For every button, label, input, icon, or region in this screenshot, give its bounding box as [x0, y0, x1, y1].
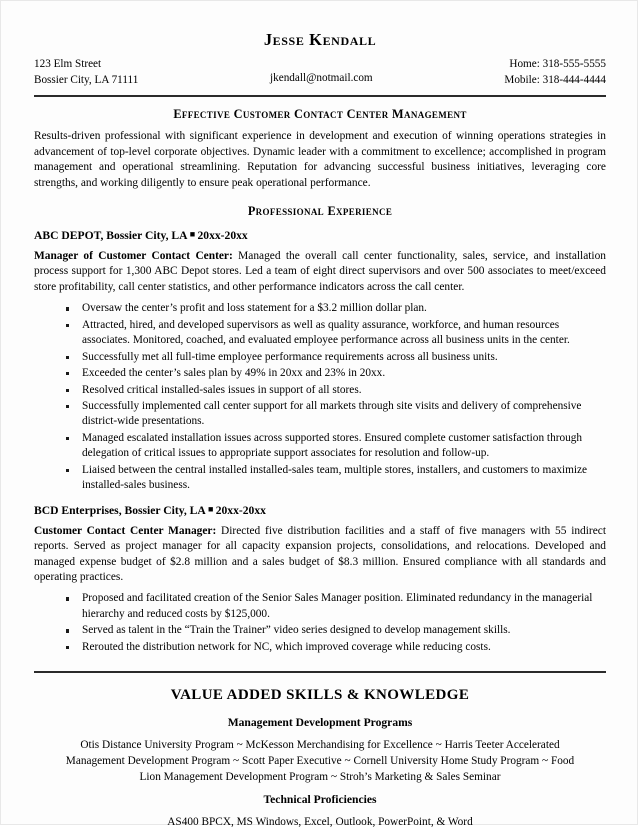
skills-heading: VALUE ADDED SKILLS & KNOWLEDGE	[170, 687, 470, 704]
job-role-paragraph	[34, 249, 606, 295]
header-divider	[34, 95, 606, 97]
programs-text: Otis Distance University Program ~ McKesson Merchandising for Excellence ~ Harris Teeter Accelerated Management Development Program ~ Scott Paper Executive ~ Cornell University Home Study Program ~ Food Lion Management Development Program ~ Stroh’s Marketing & Sales Seminar	[65, 739, 575, 784]
job-heading	[34, 229, 606, 242]
list-item: Successfully implemented call center support for all markets through site visits and delivery of comprehensive district-wide presentations.	[66, 399, 600, 430]
list-item: Liaised between the central installed installed-sales team, multiple stores, installers, and customers to maximize installed-sales business.	[66, 463, 600, 494]
contact-phones	[504, 56, 606, 88]
list-item: Successfully met all full-time employee performance requirements across all business units.	[66, 350, 600, 365]
objective-summary: Results-driven professional with significant experience in development and execution of winning operations strategies in advancement of top-level corporate objectives. Dynamic leader with a commitment to excellence; accomplished in program management and operational streamlining. Reputation for advancing successful business initiatives, leveraging core strengths, and working diligently to ensure peak operational performance.	[34, 130, 606, 189]
job-bullet-list	[34, 591, 606, 655]
phone-mobile: Mobile: 318-444-4444	[504, 74, 606, 87]
job-bullet-list	[34, 301, 606, 494]
job-company: BCD Enterprises, Bossier City, LA	[34, 503, 206, 517]
job-role-description: Managed the overall call center functionality, sales, service, and installation process support for 1,300 ABC Depot stores. Led a team of eight direct supervisors and over 500 associates to meet/exceed store profitability, call center statistics, and other performance indicators across the call center.	[34, 250, 606, 293]
phone-home: Home: 318-555-5555	[509, 57, 606, 70]
list-item: Exceeded the center’s sales plan by 49% in 20xx and 23% in 20xx.	[66, 366, 600, 381]
list-item: Proposed and facilitated creation of the Senior Sales Manager position. Eliminated redundancy in the managerial hierarchy and reduced costs by $125,000.	[66, 591, 600, 622]
experience-heading: Professional Experience	[247, 204, 393, 218]
list-item: Managed escalated installation issues across supported stores. Ensured complete customer satisfaction through delegation of critical issues to appropriate support associates for resolution and follow-up.	[66, 431, 600, 462]
contact-block	[34, 56, 606, 88]
list-item: Resolved critical installed-sales issues in support of all stores.	[66, 383, 600, 398]
job-company: ABC DEPOT, Bossier City, LA	[34, 229, 188, 242]
job-heading	[34, 504, 606, 517]
job-dates: 20xx-20xx	[197, 229, 248, 242]
technical-text: AS400 BPCX, MS Windows, Excel, Outlook, PowerPoint, & Word	[167, 816, 473, 829]
programs-heading: Management Development Programs	[227, 716, 413, 730]
job-role-paragraph	[34, 524, 606, 586]
job-role-title: Manager of Customer Contact Center:	[34, 250, 233, 262]
contact-email[interactable]: jkendall@notmail.com	[270, 71, 373, 84]
contact-address	[34, 56, 138, 88]
skills-divider	[34, 671, 606, 673]
address-line-2: Bossier City, LA 71111	[34, 74, 139, 87]
job-role-description: Directed five distribution facilities and a staff of five managers with 55 indirect reports. Served as project manager for all capacity expansion projects, consolidations, and relocations. Developed and managed expense budget of $2.8 million and a sales budget of $8.3 million. Ensured compliance with all standards and operating practices.	[34, 524, 606, 583]
address-line-1: 123 Elm Street	[34, 57, 102, 70]
list-item: Rerouted the distribution network for NC, which improved coverage while reducing costs.	[66, 640, 600, 655]
technical-heading: Technical Proficiencies	[263, 793, 377, 807]
job-role-title: Customer Contact Center Manager:	[34, 524, 217, 537]
separator-square-icon: ■	[187, 229, 198, 239]
list-item: Attracted, hired, and developed supervisors as well as quality assurance, workforce, and human resources associates. Monitored, coached, and evaluated employee performance across all business units in the center.	[66, 318, 600, 349]
list-item: Oversaw the center’s profit and loss statement for a $3.2 million dollar plan.	[66, 301, 600, 316]
resume-content	[34, 31, 606, 830]
list-item: Served as talent in the “Train the Trainer” video series designed to develop management skills.	[66, 623, 600, 638]
objective-title: Effective Customer Contact Center Management	[173, 107, 467, 122]
separator-square-icon: ■	[205, 503, 216, 514]
job-dates: 20xx-20xx	[215, 503, 266, 517]
candidate-name: Jesse Kendall	[263, 30, 377, 49]
